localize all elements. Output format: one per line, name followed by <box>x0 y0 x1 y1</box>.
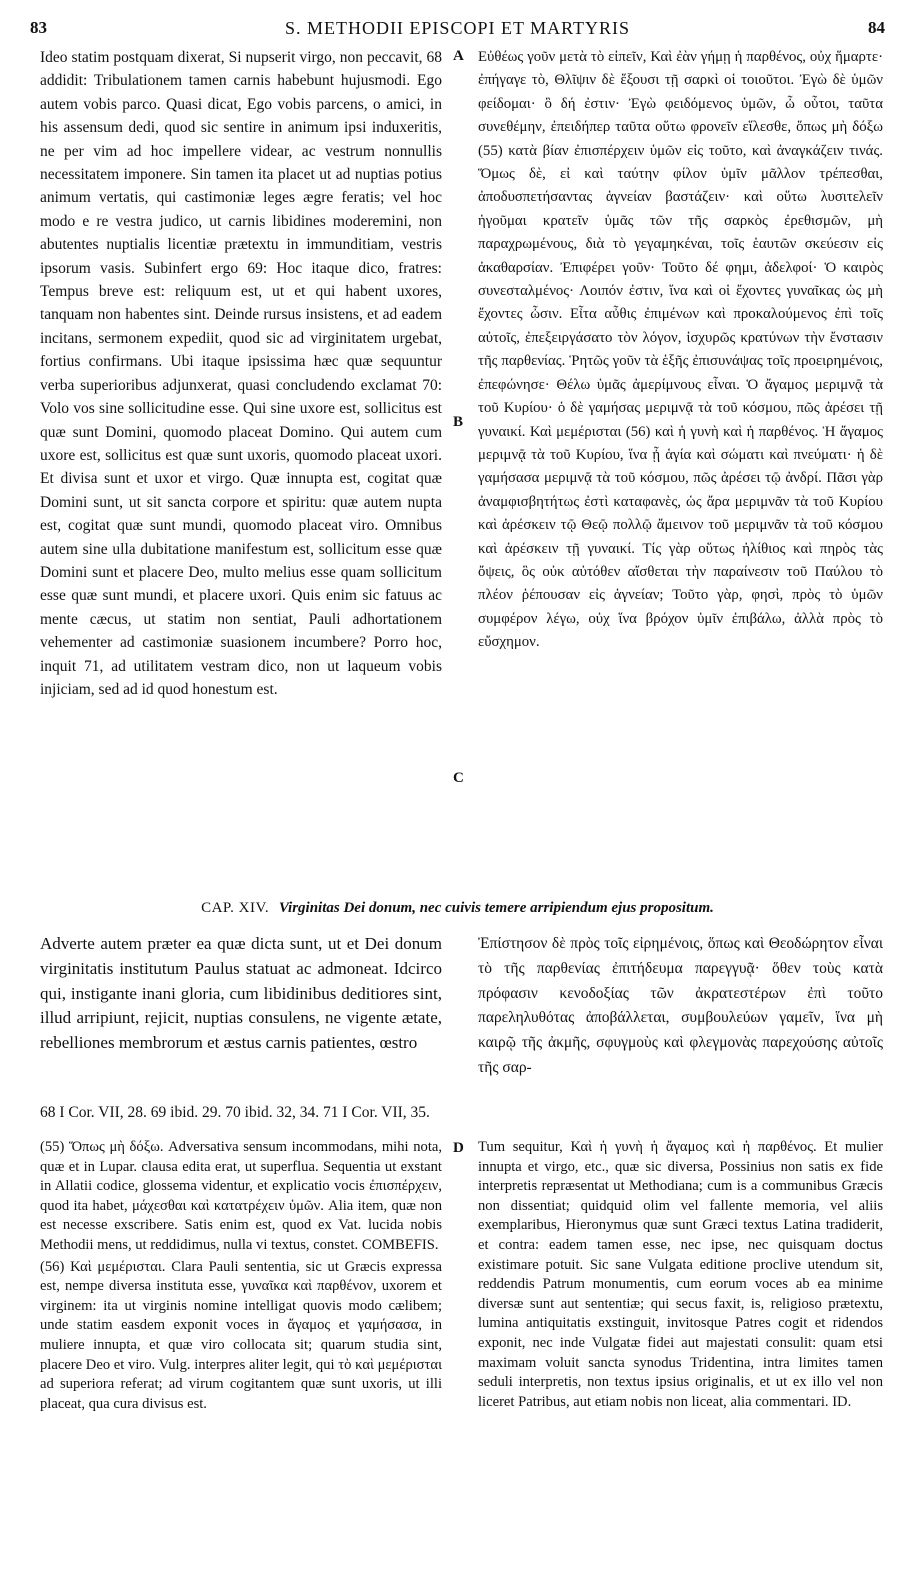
page-number-left: 83 <box>30 18 47 37</box>
chapter-heading <box>0 900 915 917</box>
running-title: S. METHODII EPISCOPI ET MARTYRIS <box>284 18 631 38</box>
latin-paragraph: Ideo statim postquam dixerat, Si nupserit virgo, non peccavit, 68 addidit: Tribulationem tamen carnis habebunt hujusmodi. Ego autem vobis parco. Quasi dicat, Ego vobis parcens, o amici, in his assensum dedi, quod sic sentire in animum ipsi induxeritis, ne per vim ad hoc impellere videar, ac vestrum nonnullis necessitatem imponere. Sin tamen ita placet ut ad nuptias potius animum vertatis, qui castimoniæ leges ægre feratis; vel hoc modo e re vestra judico, ut carnis libidines moderemini, non abutentes nuptialis licentiæ prætextu in immunditiam, vestris ipsorum vasis. Subinfert ergo 69: Hoc itaque dico, fratres: Tempus breve est: reliquum est, ut et qui habent uxores, tanquam non habentes sint. Deinde rursus insistens, et ad eadem incitans, sermonem expediit, quod sic ad virginitatem urgebat, fortius confirmans. Ubi itaque ipsissima hæc quæ sequuntur verba superioribus adjunxerat, quasi concludendo exclamat 70: Volo vos sine sollicitudine esse. Qui sine uxore est, sollicitus est quæ sunt Domini, quomodo placeat Domino. Qui autem cum uxore est, sollicitus est quæ sunt uxoris, quomodo placeat uxori. Et divisa sunt et uxor et virgo. Quæ innupta est, cogitat quæ Domini sunt, ut sit sancta corpore et spiritu: quæ autem nupta est, cogitat quæ sunt mundi, quomodo placeat viro. Omnibus autem sine ulla dubitatione manifestum est, sollicitum esse quæ Domini sunt et placere Deo, multo melius esse quam sollicitum esse quæ sunt mundi, et placere uxori. Quis enim sic fatuus ac mente cæcus, ut statim non sentiat, Pauli adhortationem vehementer ad castimoniæ suasionem incumbere? Porro hoc, inquit 71, ad utilitatem vestram dico, non ut laqueum vobis injiciam, sed ad id quod honestum est. <box>40 49 442 698</box>
greek-chapter-paragraph: Ἐπίστησον δὲ πρὸς τοῖς εἰρημένοις, ὅπως καὶ Θεοδώρητον εἶναι τὸ τῆς παρθενίας ἐπιτήδευμα παρεγγυᾷ· ὅθεν τοὺς κατὰ πρόφασιν κενοδοξίας τῶν ἀκρατεστέρων ἐπὶ τοῦτο παρεληλυθότας ἀποβάλλεται, συμβουλεύων γαμεῖν, ἵνα μὴ καιρῷ τῆς ἀκμῆς, σφυγμοὺς καὶ φλεγμονὰς παρεχούσης αὐτοῖς τῆς σαρ- <box>478 935 883 1076</box>
margin-letter-d: D <box>453 1140 464 1156</box>
notes-column-right <box>478 1138 883 1412</box>
note-56: (56) Καὶ μεμέρισται. Clara Pauli sententia, sic ut Græcis expressa est, nempe diversa instituta esse, γυναῖκα καὶ παρθένον, uxorem et virginem: ita ut virginis nomine intelligat quovis modo cælibem; unde statim easdem exponit voces in ἄγαμος et γαμήσασα, in muliere innupta, et quæ viro collocata sit; quarum studia sint, placere Deo et viro. Vulg. interpres aliter legit, qui τὸ καὶ μεμέρισται ad superiora referat; ad virum cogitantem quæ sunt uxoris, ut illi placeat, qua cura divisus est. <box>40 1258 442 1412</box>
greek-column-top <box>478 46 883 655</box>
notes-column-left <box>40 1138 442 1414</box>
margin-letter-a: A <box>453 48 464 64</box>
page-header <box>30 18 885 42</box>
note-continuation: Tum sequitur, Καὶ ἡ γυνὴ ἡ ἄγαμος καὶ ἡ παρθένος. Et mulier innupta et virgo, etc., quæ sic diversa, Possinius non satis ex fide interpretis repræsentat ut Methodiana; cum is a communibus Græcis non dissentiat; quidquid olim vel fallente memoria, vel aliis exemplaribus, Hieronymus quæ sunt Græci textus Latina tradiderit, et contra: eadem tamen esse, nec ipse, nec quisquam doctus existimare potuit. Sic sane Vulgata editione proclive utendum sit, reddendis Patrum monumentis, cum eorum voces ab ea minime diversæ sunt aut sententiæ; qui secus faxit, is, religioso prætextu, lumina antiquitatis exstinguit, invitosque Patres cogit et ridendos exponit, nec inde Vulgatæ fidei aut majestati consulit: quam etsi maximam voluit sancta synodus Tridentina, intra limites tamen seduli interpretis, non textus ipsius originalis, et ut ex illo vel non liceret Patribus, aut etiam nobis non liceat, alia commentari. ID. <box>478 1139 883 1410</box>
latin-column-top <box>40 46 442 701</box>
chapter-number: CAP. XIV. <box>201 900 270 916</box>
margin-letter-b: B <box>453 414 464 430</box>
latin-chapter-paragraph: Adverte autem præter ea quæ dicta sunt, ut et Dei donum virginitatis institutum Paulus statuat ac admoneat. Idcirco qui, instigante inani gloria, cum libidinibus deditiores sint, illud arripiunt, rejicit, nuptias consulens, ne vigente ætate, rebelliones membrorum et æstus carnis patientes, œstro <box>40 934 442 1053</box>
latin-column-chapter <box>40 932 442 1056</box>
scripture-references <box>40 1104 430 1122</box>
note-55: (55) Ὅπως μὴ δόξω. Adversativa sensum incommodans, mihi nota, quæ et in Lupar. clausa edita erat, ut superflua. Sequentia ut exstant in Allatii codice, glossema videntur, et explicatio vocis ἐπισπέρχειν, quod ita habet, μάχεσθαι καὶ κατατρέχειν ὑμῶν. Alia item, quæ non est necesse exscribere. Satis enim est, quod ex Vat. lucida nobis Methodii mens, ut reddidimus, nulla vi textus, constet. COMBEFIS. <box>40 1139 442 1253</box>
greek-column-chapter <box>478 932 883 1081</box>
greek-paragraph: Εὐθέως γοῦν μετὰ τὸ εἰπεῖν, Καὶ ἐὰν γήμῃ ἡ παρθένος, οὐχ ἥμαρτε· ἐπήγαγε τὸ, Θλῖψιν δὲ ἕξουσι τῇ σαρκὶ οἱ τοιοῦτοι. Ἐγὼ δὲ ὑμῶν φείδομαι· ὃ δή ἐστιν· Ἐγὼ φειδόμενος ὑμῶν, ὦ οὗτοι, ταῦτα συνεθέμην, ἐπειδήπερ ταῦτα οὕτω φρονεῖν εἵλεσθε, ὅπως μὴ δόξω (55) κατὰ βίαν ἐπισπέρχειν ὑμῶν εἰς τοῦτο, καὶ ἀναγκάζειν τινάς. Ὅμως δὲ, εἰ καὶ ταύτην φίλον ὑμῖν μᾶλλον τρέπεσθαι, ἀποδυσπετήσαντας ἁγνείαν βαστάζειν· καὶ οὕτω λυσιτελεῖν ἡγοῦμαι κρατεῖν ὑμᾶς τῶν τῆς σαρκὸς ἐρεθισμῶν, μὴ παραχρωμένους, διὰ τὸ γεγαμηκέναι, τοῖς ἑαυτῶν σκεύεσιν εἰς ἀκαθαρσίαν. Ἐπιφέρει γοῦν· Τοῦτο δέ φημι, ἀδελφοί· Ὁ καιρὸς συνεσταλμένος· Λοιπόν ἐστιν, ἵνα καὶ οἱ ἔχοντες γυναῖκας ὡς μὴ ἔχοντες ὦσιν. Εἶτα αὖθις ἐπιμένων καὶ προκαλούμενος ἐπὶ τοῖς αὐτοῖς, ἐπεξειργάσατο τὸν λόγον, ἰσχυρῶς κρατύνων τὴν ἔνστασιν τῆς παρθενίας. Ῥητῶς γοῦν τὰ ἑξῆς ἐπισυνάψας τοῖς προειρημένοις, ἐπεφώνησε· Θέλω ὑμᾶς ἀμερίμνους εἶναι. Ὁ ἄγαμος μεριμνᾷ τὰ τοῦ Κυρίου· ὁ δὲ γαμήσας μεριμνᾷ τὰ τοῦ κόσμου, πῶς ἀρέσει τῇ γυναικί. Καὶ μεμέρισται (56) καὶ ἡ γυνὴ καὶ ἡ παρθένος. Ἡ ἄγαμος μεριμνᾷ τὰ τοῦ Κυρίου, ἵνα ᾖ ἁγία καὶ σώματι καὶ πνεύματι· ἡ δὲ γαμήσασα μεριμνᾷ τὰ τοῦ κόσμου, πῶς ἀρέσει τῷ ἀνδρί. Πᾶσι γὰρ ἀναμφισβητήτως ἐστὶ καταφανὲς, ὡς ἄρα μεριμνᾶν τὰ τοῦ Κυρίου καὶ ἀρέσκειν τῷ Θεῷ πολλῷ ἄμεινον τοῦ μεριμνᾶν τὰ τοῦ κόσμου καὶ ἀρέσκειν τῇ γυναικί. Τίς γὰρ οὕτως ἠλίθιος καὶ πηρὸς τὰς ὄψεις, ὃς οὐκ αὐτόθεν αἴσθεται τὴν παραίνεσιν τοῦ Παύλου τὸ πλέον ῥέπουσαν εἰς ἁγνείαν; Τοῦτο γὰρ, φησὶ, πρὸς τὸ ὑμῶν συμφέρον λέγω, οὐχ ἵνα βρόχον ὑμῖν ἐπιβάλω, ἀλλὰ πρὸς τὸ εὔσχημον. <box>478 49 883 651</box>
margin-letter-c: C <box>453 770 464 786</box>
chapter-title: Virginitas Dei donum, nec cuivis temere arripiendum ejus propositum. <box>278 900 714 916</box>
page-number-right: 84 <box>868 18 885 37</box>
reference-line: 68 I Cor. VII, 28. 69 ibid. 29. 70 ibid. 32, 34. 71 I Cor. VII, 35. <box>40 1104 430 1121</box>
